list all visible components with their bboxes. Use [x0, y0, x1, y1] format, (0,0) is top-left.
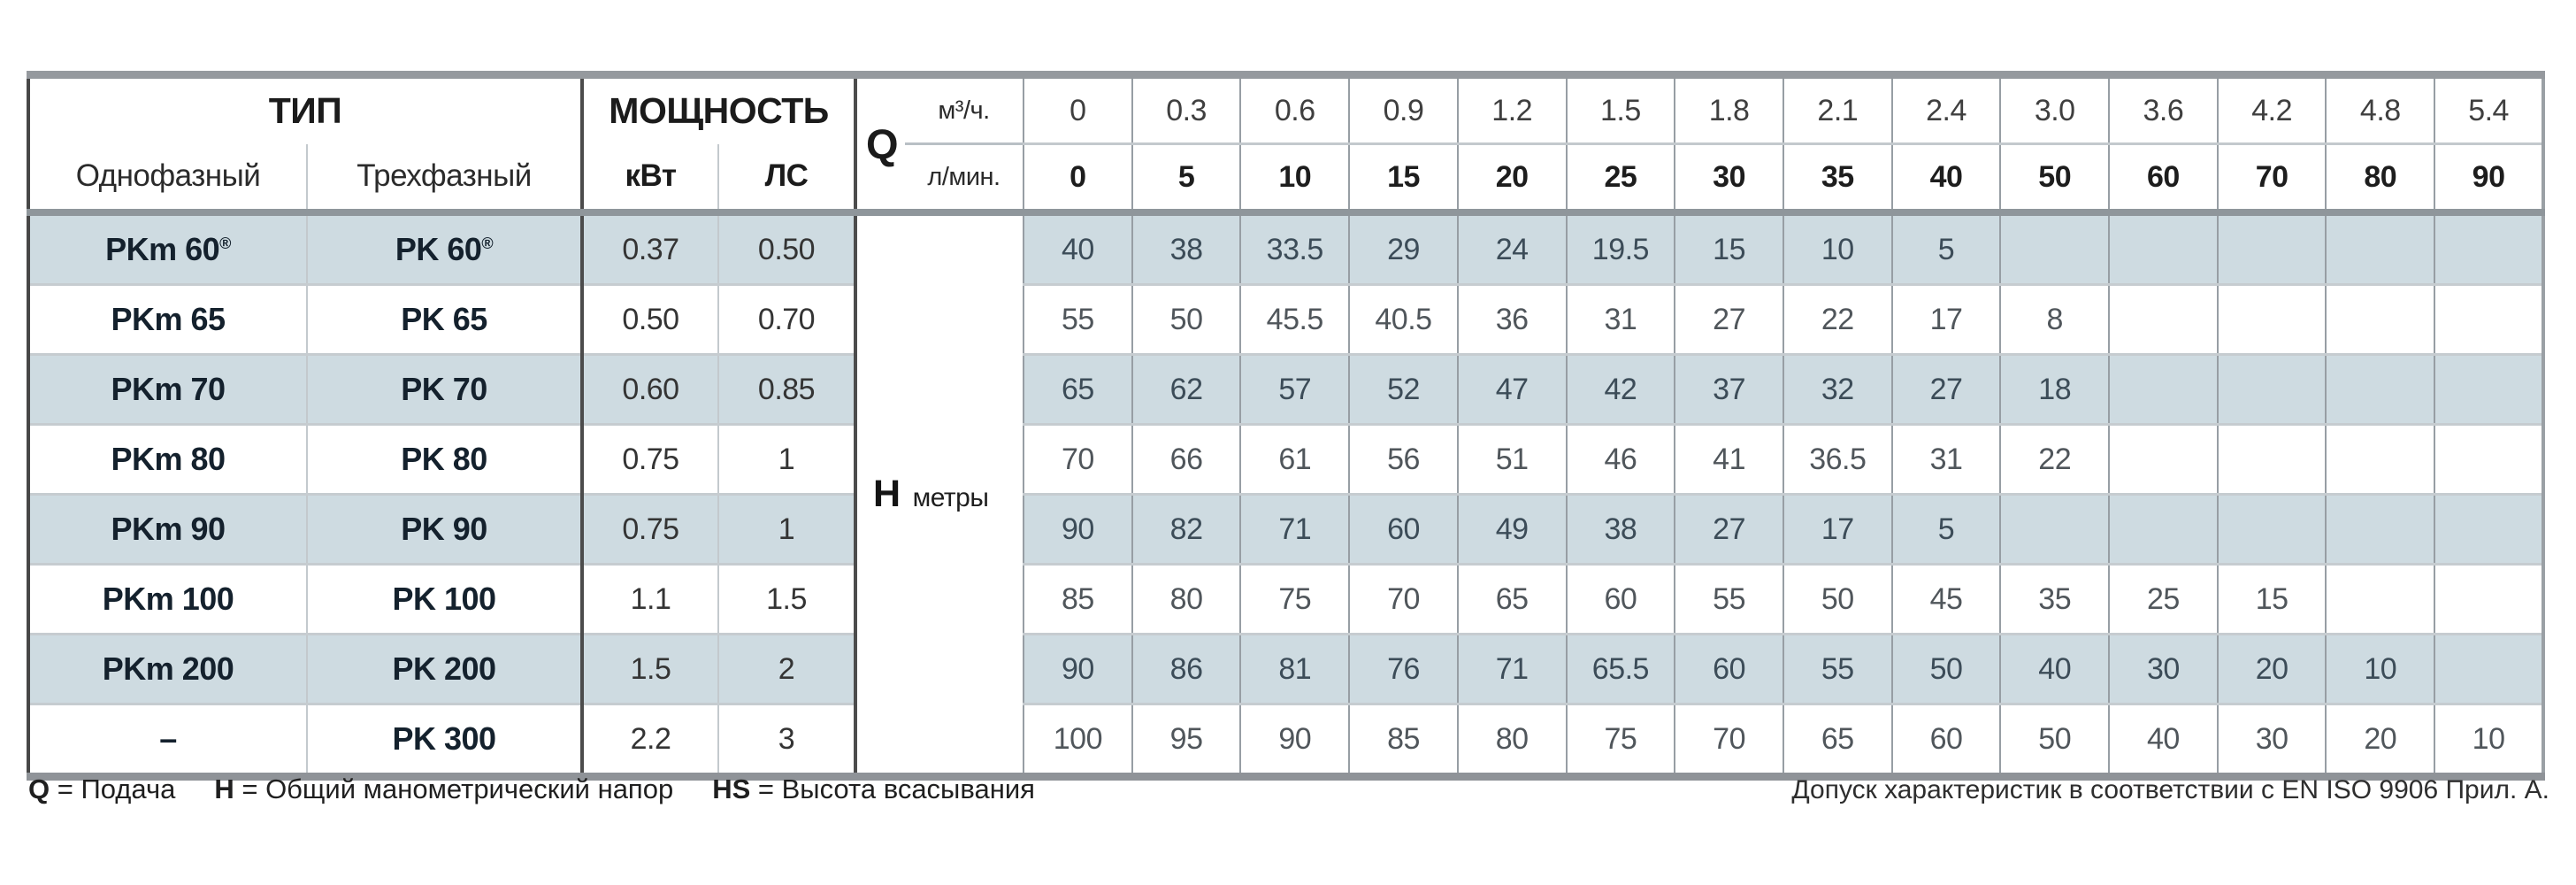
head-value-0-11	[2218, 212, 2327, 285]
pump-row-7	[28, 704, 2543, 777]
head-value-3-5: 46	[1567, 425, 1675, 495]
power-hp: 0.85	[718, 355, 855, 425]
single-phase-model	[28, 495, 307, 565]
power-kw: 0.75	[582, 495, 718, 565]
flow-m3h-value-11: 4.2	[2218, 75, 2327, 144]
single-phase-model	[28, 425, 307, 495]
flow-m3h-value-6: 1.8	[1675, 75, 1783, 144]
kw-header: кВт	[582, 144, 718, 213]
head-value-4-1: 82	[1132, 495, 1241, 565]
head-value-3-1: 66	[1132, 425, 1241, 495]
head-value-2-5: 42	[1567, 355, 1675, 425]
single-phase-model	[28, 704, 307, 777]
head-value-4-11	[2218, 495, 2327, 565]
single-phase-model-text: PKm 60	[105, 231, 220, 267]
flow-lmin-value-11: 70	[2218, 144, 2327, 213]
legend-key: HS	[712, 773, 751, 804]
three-phase-model-text: PK 300	[392, 720, 496, 757]
head-value-7-13: 10	[2434, 704, 2543, 777]
head-value-2-7: 32	[1783, 355, 1892, 425]
head-value-7-4: 80	[1458, 704, 1567, 777]
head-value-1-2: 45.5	[1240, 285, 1349, 355]
head-value-3-3: 56	[1349, 425, 1458, 495]
head-value-3-9: 22	[2000, 425, 2109, 495]
head-value-4-2: 71	[1240, 495, 1349, 565]
power-hp: 3	[718, 704, 855, 777]
head-value-5-9: 35	[2000, 565, 2109, 635]
head-value-4-10	[2109, 495, 2218, 565]
type-group-header: ТИП	[268, 90, 342, 132]
head-value-7-11: 30	[2218, 704, 2327, 777]
power-hp: 1	[718, 425, 855, 495]
head-value-0-8: 5	[1892, 212, 2001, 285]
head-value-7-2: 90	[1240, 704, 1349, 777]
single-phase-model-text: PKm 80	[111, 441, 226, 477]
flow-m3h-value-3: 0.9	[1349, 75, 1458, 144]
registered-mark: ®	[219, 235, 231, 252]
head-value-3-8: 31	[1892, 425, 2001, 495]
power-hp: 1	[718, 495, 855, 565]
flow-lmin-value-8: 40	[1892, 144, 2001, 213]
three-phase-model-text: PK 60	[395, 231, 482, 267]
head-value-5-3: 70	[1349, 565, 1458, 635]
flow-m3h-value-8: 2.4	[1892, 75, 2001, 144]
head-value-4-12	[2326, 495, 2434, 565]
head-value-6-2: 81	[1240, 635, 1349, 704]
registered-mark: ®	[481, 235, 494, 252]
flow-lmin-value-7: 35	[1783, 144, 1892, 213]
head-value-2-10	[2109, 355, 2218, 425]
head-value-2-1: 62	[1132, 355, 1241, 425]
head-value-4-6: 27	[1675, 495, 1783, 565]
head-value-4-4: 49	[1458, 495, 1567, 565]
pump-row-4	[28, 495, 2543, 565]
head-value-3-7: 36.5	[1783, 425, 1892, 495]
flow-lmin-value-13: 90	[2434, 144, 2543, 213]
head-value-1-7: 22	[1783, 285, 1892, 355]
pump-row-6	[28, 635, 2543, 704]
flow-lmin-value-3: 15	[1349, 144, 1458, 213]
single-phase-model-text: PKm 90	[111, 511, 226, 547]
head-value-2-6: 37	[1675, 355, 1783, 425]
legend-key: H	[214, 773, 234, 804]
flow-m3h-value-0: 0	[1024, 75, 1132, 144]
head-value-2-4: 47	[1458, 355, 1567, 425]
flow-unit-labels	[905, 79, 1023, 209]
single-phase-model	[28, 212, 307, 285]
power-kw: 1.5	[582, 635, 718, 704]
head-value-6-12: 10	[2326, 635, 2434, 704]
three-phase-header: Трехфазный	[307, 144, 582, 213]
three-phase-model-text: PK 90	[401, 511, 487, 547]
head-value-7-0: 100	[1024, 704, 1132, 777]
legend-value: = Высота всасывания	[750, 773, 1035, 804]
head-value-0-10	[2109, 212, 2218, 285]
head-value-0-13	[2434, 212, 2543, 285]
head-value-4-5: 38	[1567, 495, 1675, 565]
head-value-2-13	[2434, 355, 2543, 425]
head-value-6-3: 76	[1349, 635, 1458, 704]
head-value-1-8: 17	[1892, 285, 2001, 355]
head-value-6-7: 55	[1783, 635, 1892, 704]
head-value-0-5: 19.5	[1567, 212, 1675, 285]
head-value-5-5: 60	[1567, 565, 1675, 635]
flow-m3h-value-13: 5.4	[2434, 75, 2543, 144]
head-value-1-1: 50	[1132, 285, 1241, 355]
head-value-3-10	[2109, 425, 2218, 495]
power-kw: 0.37	[582, 212, 718, 285]
single-phase-model	[28, 355, 307, 425]
head-value-5-0: 85	[1024, 565, 1132, 635]
head-value-5-4: 65	[1458, 565, 1567, 635]
flow-lmin-value-5: 25	[1567, 144, 1675, 213]
head-value-4-3: 60	[1349, 495, 1458, 565]
head-value-5-10: 25	[2109, 565, 2218, 635]
pump-row-1	[28, 285, 2543, 355]
head-value-4-9	[2000, 495, 2109, 565]
pump-row-2	[28, 355, 2543, 425]
flow-m3h-value-9: 3.0	[2000, 75, 2109, 144]
flow-lmin-value-1: 5	[1132, 144, 1241, 213]
head-value-0-4: 24	[1458, 212, 1567, 285]
three-phase-model-text: PK 200	[392, 650, 496, 687]
power-group-header: МОЩНОСТЬ	[582, 75, 855, 144]
head-value-0-0: 40	[1024, 212, 1132, 285]
head-value-5-11: 15	[2218, 565, 2327, 635]
head-value-4-13	[2434, 495, 2543, 565]
head-column-label	[855, 212, 1024, 777]
head-value-6-6: 60	[1675, 635, 1783, 704]
power-hp: 0.50	[718, 212, 855, 285]
head-value-2-8: 27	[1892, 355, 2001, 425]
legend	[28, 773, 1035, 805]
single-phase-model-text: –	[159, 720, 177, 757]
flow-lmin-value-0: 0	[1024, 144, 1132, 213]
head-value-2-2: 57	[1240, 355, 1349, 425]
head-value-4-7: 17	[1783, 495, 1892, 565]
head-value-3-13	[2434, 425, 2543, 495]
head-value-5-7: 50	[1783, 565, 1892, 635]
head-value-4-8: 5	[1892, 495, 2001, 565]
three-phase-model	[307, 495, 582, 565]
head-value-6-10: 30	[2109, 635, 2218, 704]
head-value-1-13	[2434, 285, 2543, 355]
head-value-2-3: 52	[1349, 355, 1458, 425]
single-phase-model-text: PKm 70	[111, 371, 226, 407]
head-value-7-1: 95	[1132, 704, 1241, 777]
three-phase-model	[307, 212, 582, 285]
flow-lmin-value-2: 10	[1240, 144, 1349, 213]
head-value-2-11	[2218, 355, 2327, 425]
head-value-0-1: 38	[1132, 212, 1241, 285]
head-value-5-13	[2434, 565, 2543, 635]
footer	[28, 773, 2549, 805]
power-hp: 0.70	[718, 285, 855, 355]
single-phase-model-text: PKm 65	[111, 301, 226, 337]
head-value-1-0: 55	[1024, 285, 1132, 355]
head-value-5-6: 55	[1675, 565, 1783, 635]
head-value-0-2: 33.5	[1240, 212, 1349, 285]
flow-m3h-value-7: 2.1	[1783, 75, 1892, 144]
flow-m3h-value-12: 4.8	[2326, 75, 2434, 144]
head-value-1-5: 31	[1567, 285, 1675, 355]
head-value-1-9: 8	[2000, 285, 2109, 355]
power-kw: 0.50	[582, 285, 718, 355]
m3h-unit-label: м³/ч.	[905, 79, 1023, 145]
lmin-unit-label: л/мин.	[927, 162, 1000, 191]
single-phase-header: Однофазный	[28, 144, 307, 213]
head-value-1-4: 36	[1458, 285, 1567, 355]
head-value-3-12	[2326, 425, 2434, 495]
legend-item-2	[712, 773, 1035, 805]
flow-lmin-value-12: 80	[2326, 144, 2434, 213]
head-value-2-0: 65	[1024, 355, 1132, 425]
single-phase-model	[28, 285, 307, 355]
head-value-3-2: 61	[1240, 425, 1349, 495]
single-phase-model-text: PKm 100	[102, 581, 234, 617]
legend-item-1	[214, 773, 673, 805]
flow-m3h-value-2: 0.6	[1240, 75, 1349, 144]
head-value-6-1: 86	[1132, 635, 1241, 704]
head-value-1-6: 27	[1675, 285, 1783, 355]
header-row-groups	[28, 75, 2543, 144]
head-value-3-0: 70	[1024, 425, 1132, 495]
head-value-6-0: 90	[1024, 635, 1132, 704]
head-value-6-5: 65.5	[1567, 635, 1675, 704]
head-value-0-3: 29	[1349, 212, 1458, 285]
head-value-6-9: 40	[2000, 635, 2109, 704]
h-unit-label: метры	[912, 483, 989, 512]
head-value-6-11: 20	[2218, 635, 2327, 704]
flow-m3h-value-5: 1.5	[1567, 75, 1675, 144]
head-value-6-8: 50	[1892, 635, 2001, 704]
flow-m3h-value-10: 3.6	[2109, 75, 2218, 144]
three-phase-model-text: PK 100	[392, 581, 496, 617]
three-phase-model	[307, 565, 582, 635]
header-row-columns	[28, 144, 2543, 213]
head-value-5-1: 80	[1132, 565, 1241, 635]
hp-header: ЛС	[718, 144, 855, 213]
three-phase-model	[307, 425, 582, 495]
single-phase-model	[28, 635, 307, 704]
head-value-6-13	[2434, 635, 2543, 704]
head-value-7-12: 20	[2326, 704, 2434, 777]
head-value-5-2: 75	[1240, 565, 1349, 635]
head-value-5-12	[2326, 565, 2434, 635]
head-value-7-6: 70	[1675, 704, 1783, 777]
head-value-1-11	[2218, 285, 2327, 355]
q-label: Q	[866, 120, 899, 167]
power-kw: 2.2	[582, 704, 718, 777]
power-hp: 1.5	[718, 565, 855, 635]
three-phase-model-text: PK 65	[401, 301, 487, 337]
pump-table-body	[28, 212, 2543, 777]
head-value-3-6: 41	[1675, 425, 1783, 495]
legend-item-0	[28, 773, 175, 805]
head-value-6-4: 71	[1458, 635, 1567, 704]
head-value-1-3: 40.5	[1349, 285, 1458, 355]
head-value-2-9: 18	[2000, 355, 2109, 425]
flow-m3h-value-4: 1.2	[1458, 75, 1567, 144]
head-value-4-0: 90	[1024, 495, 1132, 565]
head-value-0-6: 15	[1675, 212, 1783, 285]
tolerance-note: Допуск характеристик в соответствии с EN ISO 9906 Прил. А.	[1791, 775, 2549, 804]
head-value-7-7: 65	[1783, 704, 1892, 777]
head-value-3-4: 51	[1458, 425, 1567, 495]
three-phase-model	[307, 635, 582, 704]
flow-lmin-value-6: 30	[1675, 144, 1783, 213]
flow-lmin-value-4: 20	[1458, 144, 1567, 213]
head-value-2-12	[2326, 355, 2434, 425]
head-value-7-8: 60	[1892, 704, 2001, 777]
pump-row-3	[28, 425, 2543, 495]
three-phase-model	[307, 285, 582, 355]
power-kw: 1.1	[582, 565, 718, 635]
power-hp: 2	[718, 635, 855, 704]
head-value-1-10	[2109, 285, 2218, 355]
flow-lmin-value-9: 50	[2000, 144, 2109, 213]
flow-lmin-value-10: 60	[2109, 144, 2218, 213]
three-phase-model-text: PK 80	[401, 441, 487, 477]
pump-performance-table	[27, 71, 2545, 781]
head-value-7-5: 75	[1567, 704, 1675, 777]
flow-m3h-value-1: 0.3	[1132, 75, 1241, 144]
head-value-0-7: 10	[1783, 212, 1892, 285]
head-value-0-9	[2000, 212, 2109, 285]
head-value-1-12	[2326, 285, 2434, 355]
head-value-0-12	[2326, 212, 2434, 285]
single-phase-model	[28, 565, 307, 635]
head-value-7-3: 85	[1349, 704, 1458, 777]
head-value-7-9: 50	[2000, 704, 2109, 777]
pump-row-0	[28, 212, 2543, 285]
legend-value: = Подача	[50, 773, 176, 804]
h-label: H	[873, 473, 901, 515]
head-label-wrap	[857, 473, 1023, 516]
three-phase-model-text: PK 70	[401, 371, 487, 407]
head-value-3-11	[2218, 425, 2327, 495]
legend-value: = Общий манометрический напор	[234, 773, 674, 804]
pump-row-5	[28, 565, 2543, 635]
single-phase-model-text: PKm 200	[102, 650, 234, 687]
legend-key: Q	[28, 773, 50, 804]
head-value-5-8: 45	[1892, 565, 2001, 635]
power-kw: 0.60	[582, 355, 718, 425]
flow-rate-header	[855, 75, 1024, 213]
power-kw: 0.75	[582, 425, 718, 495]
three-phase-model	[307, 355, 582, 425]
head-value-7-10: 40	[2109, 704, 2218, 777]
three-phase-model	[307, 704, 582, 777]
